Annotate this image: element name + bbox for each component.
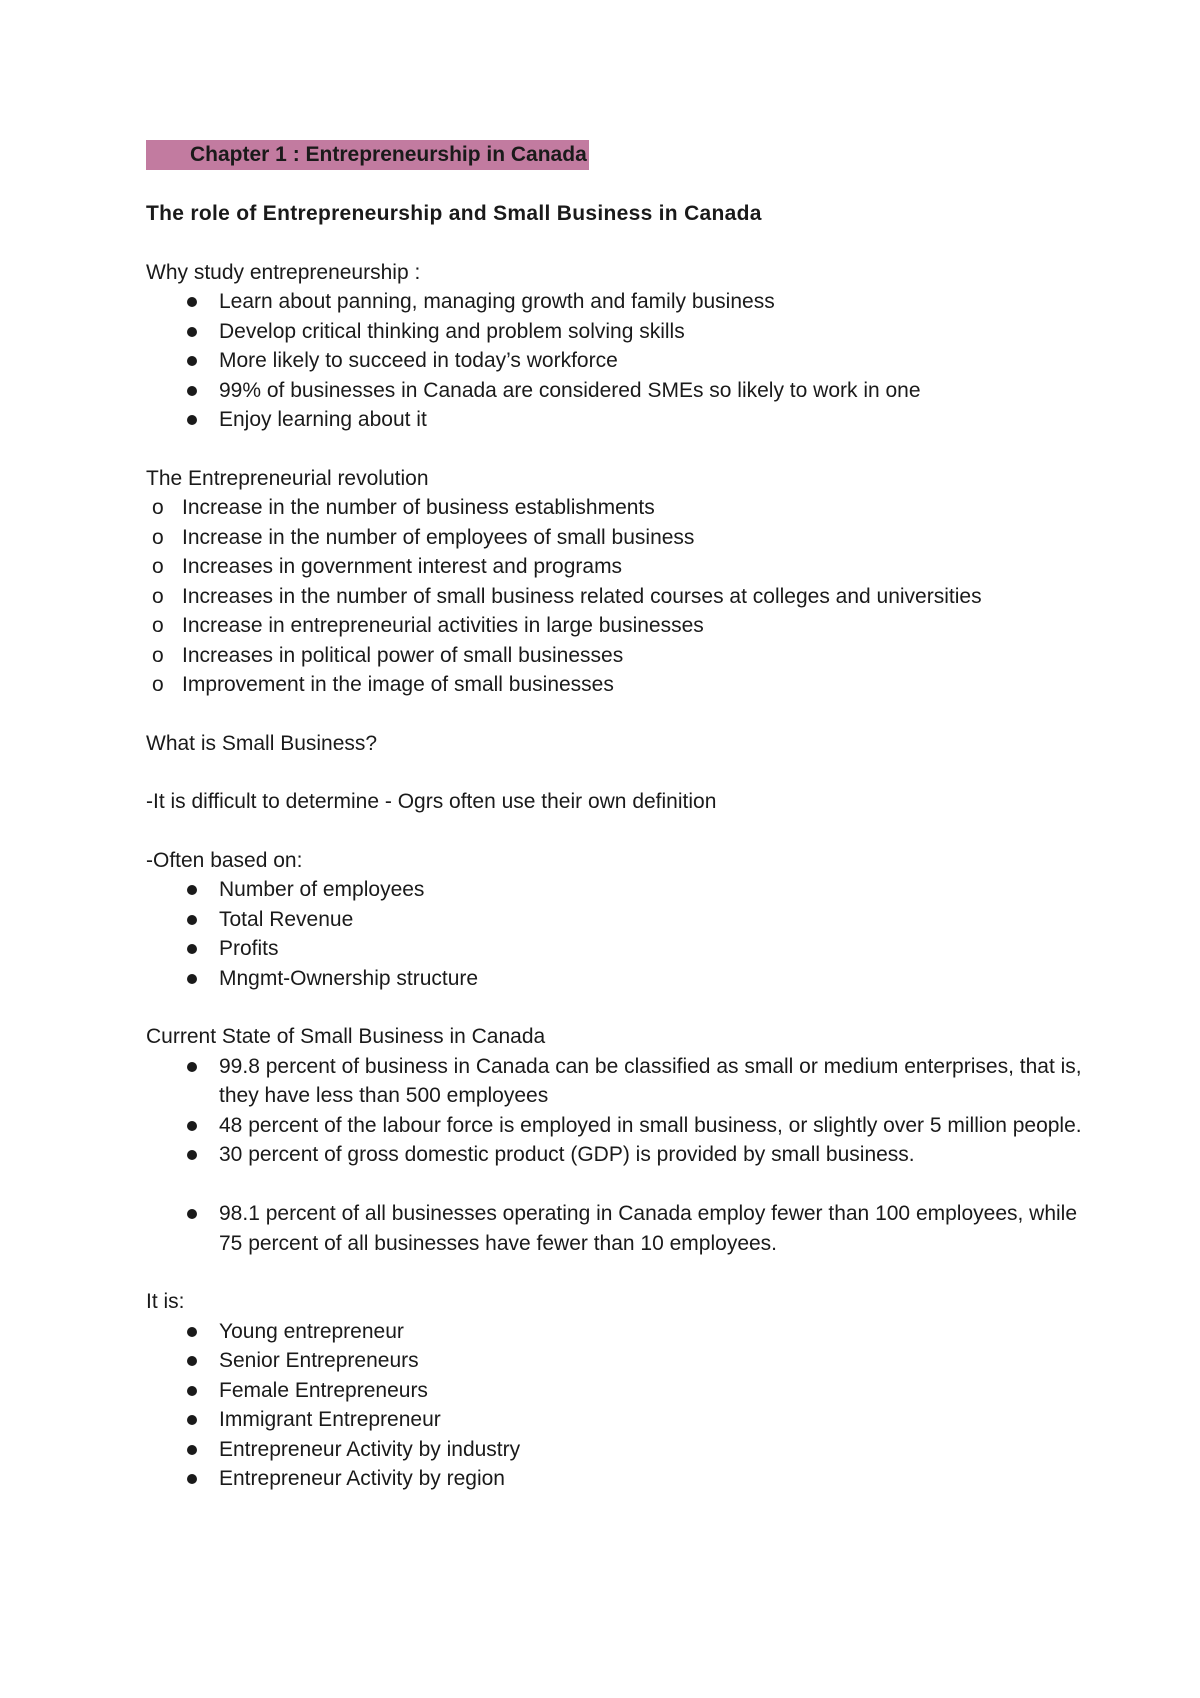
list-item: 30 percent of gross domestic product (GDP) is provided by small business.	[146, 1140, 1096, 1170]
list-item: More likely to succeed in today’s workforce	[146, 346, 1096, 376]
it-is-heading: It is:	[146, 1290, 185, 1313]
based-on-list	[146, 875, 1096, 993]
list-item: 99% of businesses in Canada are considered SMEs so likely to work in one	[146, 376, 1096, 406]
why-study-heading: Why study entrepreneurship :	[146, 260, 421, 284]
list-marker: o	[152, 614, 164, 637]
difficult-note: -It is difficult to determine - Ogrs often use their own definition	[146, 790, 717, 813]
list-marker: o	[152, 525, 164, 549]
revolution-list	[146, 493, 1096, 700]
current-state-heading: Current State of Small Business in Canada	[146, 1025, 546, 1048]
list-item: Enjoy learning about it	[146, 405, 1096, 435]
list-item: Female Entrepreneurs	[146, 1376, 1096, 1406]
list-item-text: Improvement in the image of small businesses	[182, 673, 614, 696]
chapter-title: Chapter 1 : Entrepreneurship in Canada	[146, 140, 589, 170]
list-item: Learn about panning, managing growth and family business	[146, 287, 1096, 317]
list-marker: o	[152, 643, 164, 667]
list-item-text: Increases in the number of small business related courses at colleges and universities	[182, 584, 982, 608]
list-item	[146, 523, 1096, 553]
it-is-list	[146, 1317, 1096, 1494]
list-item: 48 percent of the labour force is employed in small business, or slightly over 5 million people.	[146, 1111, 1096, 1141]
revolution-heading: The Entrepreneurial revolution	[146, 466, 429, 490]
list-item: Number of employees	[146, 875, 1096, 905]
list-item-text: Increases in political power of small businesses	[182, 643, 624, 667]
what-is-heading: What is Small Business?	[146, 731, 378, 755]
list-item: Mngmt-Ownership structure	[146, 964, 1096, 994]
based-on-label: -Often based on:	[146, 848, 303, 872]
list-marker: o	[152, 673, 164, 696]
list-item-text: Increase in the number of business establishments	[182, 496, 655, 519]
list-item	[146, 493, 1096, 523]
list-marker: o	[152, 555, 164, 578]
why-study-list	[146, 287, 1096, 435]
list-item: Immigrant Entrepreneur	[146, 1405, 1096, 1435]
section-title: The role of Entrepreneurship and Small Business in Canada	[146, 202, 762, 225]
list-item: Young entrepreneur	[146, 1317, 1096, 1347]
list-item: 99.8 percent of business in Canada can be classified as small or medium enterprises, that is, they have less than 500 employees	[146, 1052, 1096, 1111]
list-marker: o	[152, 584, 164, 608]
list-item: Entrepreneur Activity by region	[146, 1464, 1096, 1494]
list-item: Develop critical thinking and problem solving skills	[146, 317, 1096, 347]
list-item: 98.1 percent of all businesses operating in Canada employ fewer than 100 employees, while 75 percent of all businesses have fewer than 10 employees.	[146, 1199, 1096, 1258]
list-item: Profits	[146, 934, 1096, 964]
list-item	[146, 670, 1096, 700]
list-item-text: Increases in government interest and programs	[182, 555, 623, 578]
list-item: Senior Entrepreneurs	[146, 1346, 1096, 1376]
list-item	[146, 611, 1096, 641]
document-page	[146, 140, 1096, 1494]
list-item	[146, 552, 1096, 582]
list-item	[146, 582, 1096, 612]
list-item: Total Revenue	[146, 905, 1096, 935]
list-item: Entrepreneur Activity by industry	[146, 1435, 1096, 1465]
list-item-text: Increase in entrepreneurial activities in large businesses	[182, 614, 704, 637]
current-state-list	[146, 1052, 1096, 1259]
list-marker: o	[152, 496, 164, 519]
list-item-text: Increase in the number of employees of small business	[182, 525, 695, 549]
list-item	[146, 641, 1096, 671]
